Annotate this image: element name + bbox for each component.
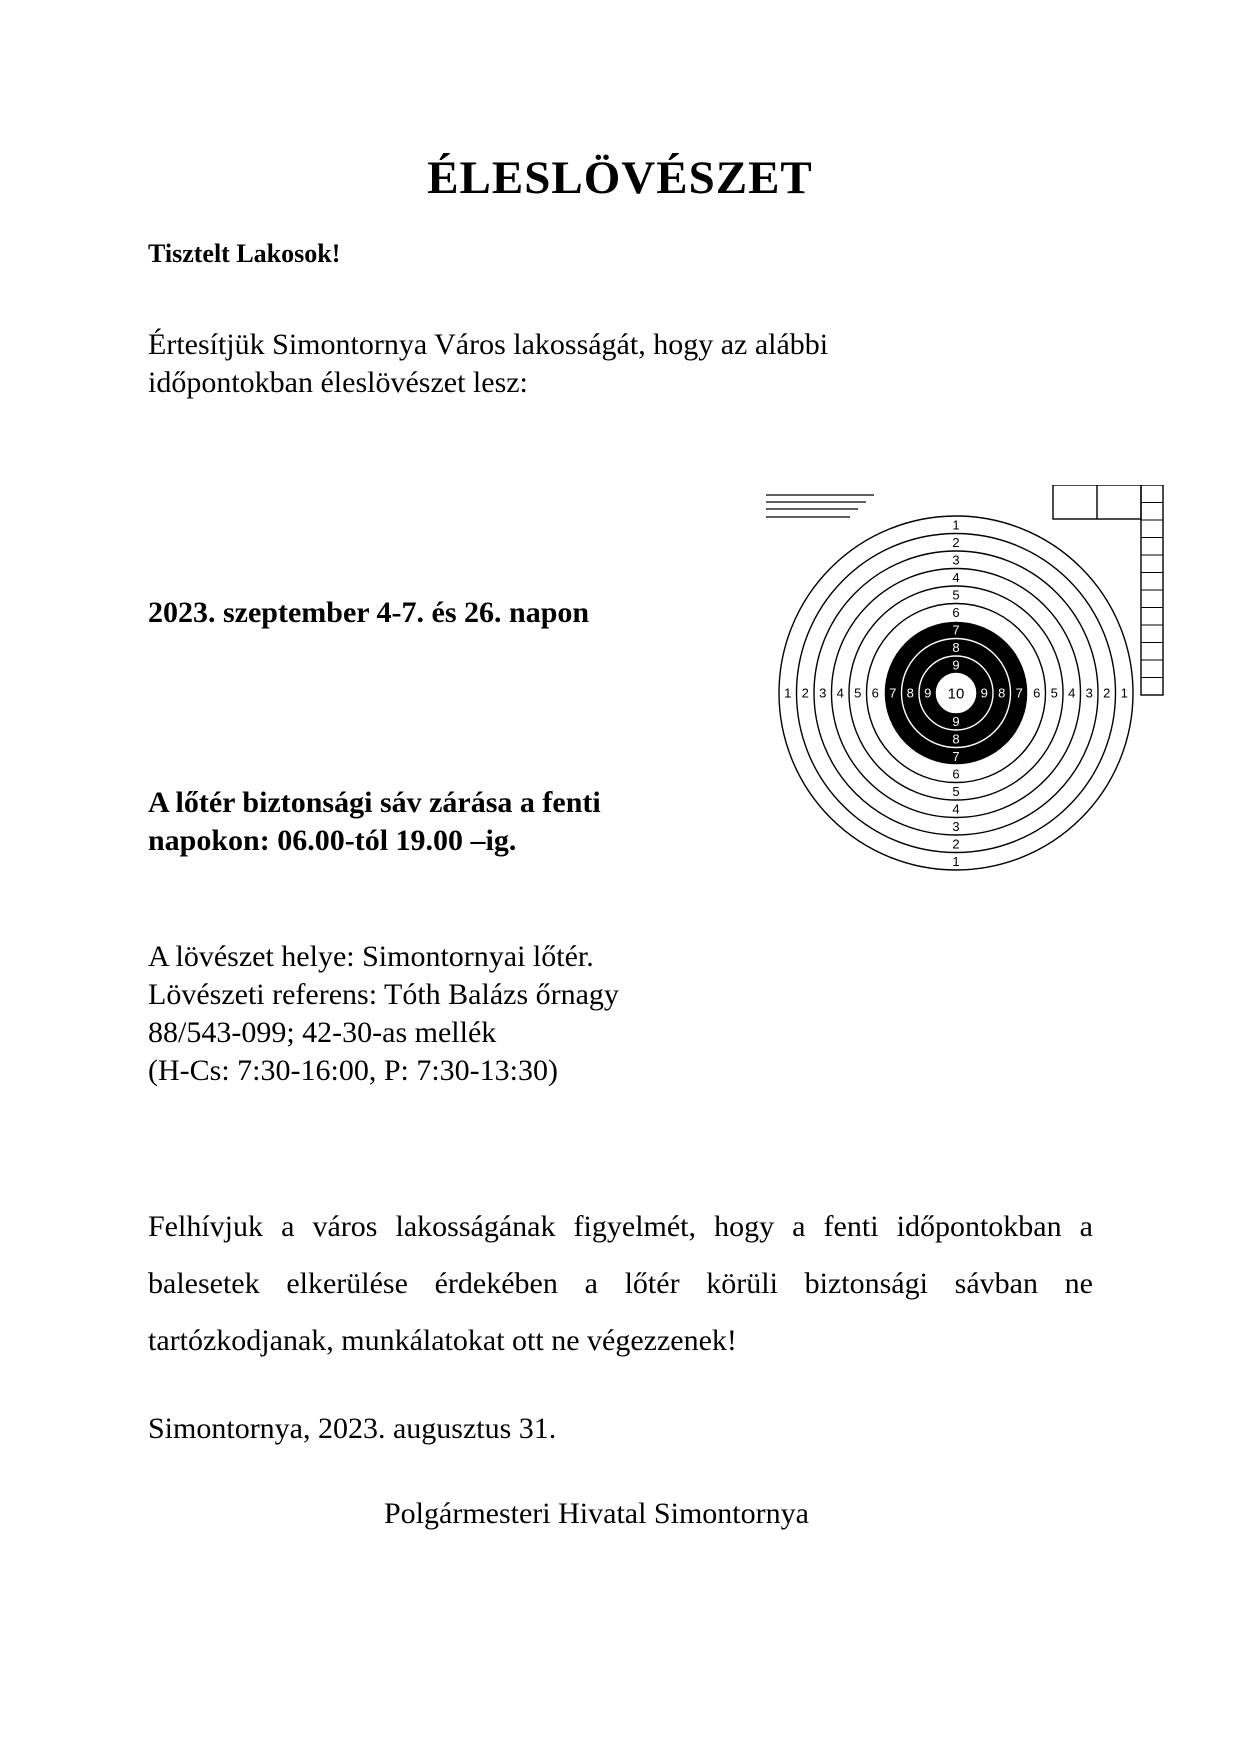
ring-number-9: 9 (980, 685, 988, 701)
ring-number-1: 1 (1120, 685, 1128, 701)
ring-number-4: 4 (952, 801, 960, 817)
location-line: A lövészet helye: Simontornyai lőtér. (148, 940, 594, 973)
ring-number-5: 5 (854, 685, 862, 701)
ring-number-1: 1 (952, 853, 960, 869)
closure-hours (148, 784, 708, 860)
ring-number-2: 2 (801, 685, 809, 701)
ring-number-9: 9 (952, 713, 960, 729)
place-date: Simontornya, 2023. augusztus 31. (148, 1412, 557, 1445)
ring-number-4: 4 (1068, 685, 1076, 701)
ring-number-1: 1 (784, 685, 792, 701)
ring-number-8: 8 (998, 685, 1006, 701)
ring-number-7: 7 (952, 622, 960, 638)
ring-number-9: 9 (952, 657, 960, 673)
ring-number-7: 7 (889, 685, 897, 701)
office-hours-line: (H-Cs: 7:30-16:00, P: 7:30-13:30) (148, 1054, 558, 1087)
ring-number-7: 7 (952, 748, 960, 764)
ring-number-8: 8 (952, 639, 960, 655)
closure-line: napokon: 06.00-tól 19.00 –ig. (148, 824, 517, 857)
ring-number-8: 8 (906, 685, 914, 701)
ring-number-1: 1 (952, 517, 960, 533)
ring-number-4: 4 (952, 569, 960, 585)
ring-number-3: 3 (952, 818, 960, 834)
intro-line: Értesítjük Simontornya Város lakosságát, hogy az alábbi (148, 328, 829, 361)
phone-line: 88/543-099; 42-30-as mellék (148, 1016, 497, 1049)
referent-line: Lövészeti referens: Tóth Balázs őrnagy (148, 978, 619, 1011)
ring-number-6: 6 (952, 604, 960, 620)
ring-number-5: 5 (1050, 685, 1058, 701)
ring-number-4: 4 (836, 685, 844, 701)
ring-number-5: 5 (952, 783, 960, 799)
ring-number-6: 6 (1033, 685, 1041, 701)
ring-number-9: 9 (924, 685, 932, 701)
safety-notice: Felhívjuk a város lakosságának figyelmét, hogy a fenti időpontokban a balesetek elkerülése érdekében a lőtér körüli biztonsági sávban ne tartózkodjanak, munkálatokat ott ne végezzenek! (148, 1210, 1093, 1357)
ring-number-10: 10 (947, 685, 965, 703)
ring-number-2: 2 (952, 534, 960, 550)
target-icon (766, 485, 1176, 881)
ring-number-2: 2 (952, 836, 960, 852)
ring-number-8: 8 (952, 731, 960, 747)
ring-number-5: 5 (952, 587, 960, 603)
ring-number-3: 3 (952, 552, 960, 568)
ring-number-7: 7 (1015, 685, 1023, 701)
contact-info (148, 938, 768, 1090)
ring-number-3: 3 (1085, 685, 1093, 701)
ring-number-3: 3 (819, 685, 827, 701)
signature: Polgármesteri Hivatal Simontornya (384, 1497, 809, 1530)
greeting: Tisztelt Lakosok! (148, 239, 341, 268)
shooting-target-illustration (766, 485, 1176, 881)
closure-line: A lőtér biztonsági sáv zárása a fenti (148, 786, 601, 819)
intro-line: időpontokban éleslövészet lesz: (148, 366, 528, 399)
ring-number-6: 6 (952, 766, 960, 782)
intro-paragraph (148, 326, 928, 402)
ring-number-2: 2 (1103, 685, 1111, 701)
document-title: ÉLESLÖVÉSZET (427, 152, 813, 204)
shooting-dates: 2023. szeptember 4-7. és 26. napon (148, 596, 590, 629)
ring-number-6: 6 (871, 685, 879, 701)
